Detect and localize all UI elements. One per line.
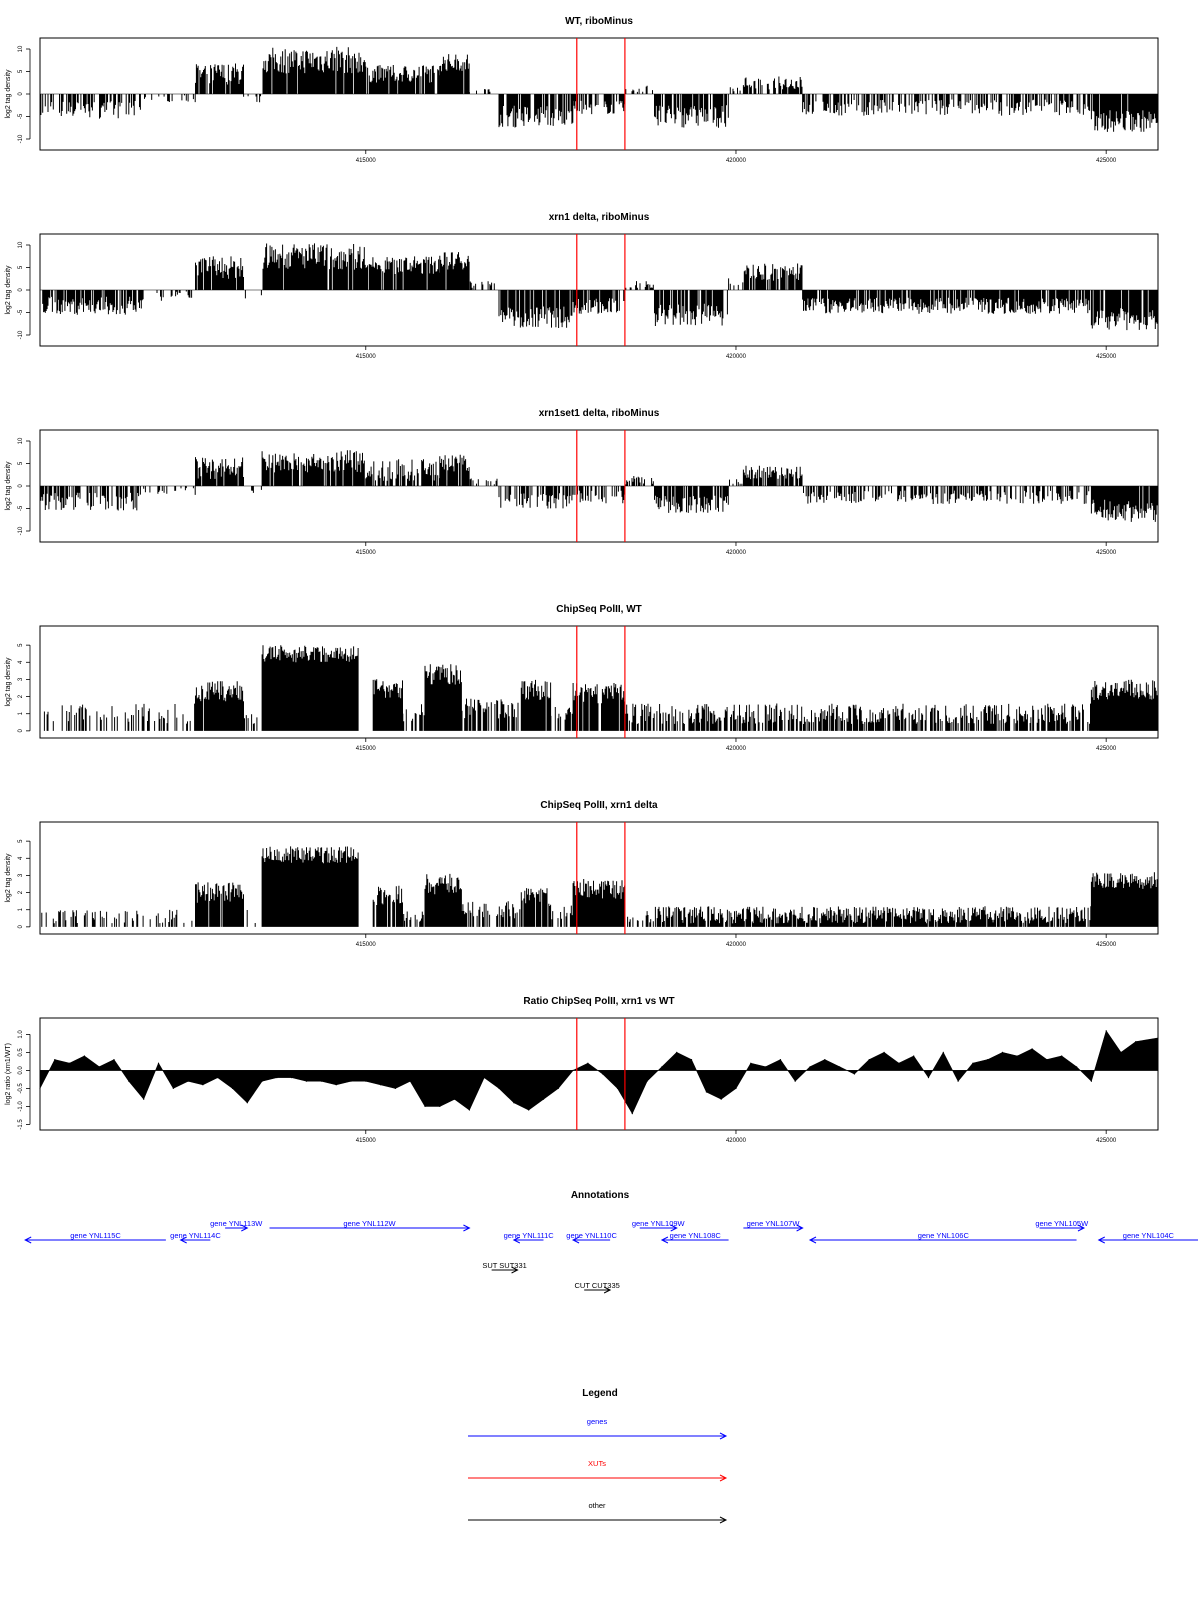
chart-title: ChipSeq PolII, WT: [556, 604, 642, 615]
y-axis-label: log2 tag density: [5, 461, 12, 511]
ratio-point: [410, 1081, 411, 1082]
ratio-point: [1061, 1055, 1062, 1056]
y-axis: [18, 643, 30, 733]
ratio-point: [1120, 1052, 1121, 1053]
y-tick-label: 4: [18, 856, 24, 860]
x-tick-label: 415000: [355, 746, 376, 752]
ratio-point: [1091, 1081, 1092, 1082]
ratio-point: [69, 1063, 70, 1064]
ratio-point: [380, 1084, 381, 1085]
legend-label: other: [588, 1501, 606, 1510]
feature-label: gene YNL112W: [343, 1219, 396, 1228]
ratio-point: [39, 1088, 40, 1089]
y-tick-label: -5: [18, 309, 24, 316]
bar-marks: [40, 243, 1157, 330]
ratio-point: [469, 1109, 470, 1110]
feature-label: gene YNL115C: [70, 1231, 121, 1240]
y-axis-label: log2 tag density: [5, 69, 12, 119]
ratio-point: [454, 1099, 455, 1100]
feature-label: gene YNL111C: [503, 1231, 554, 1240]
chart-panel: [5, 16, 1158, 164]
y-tick-label: -10: [18, 330, 24, 340]
x-axis: [356, 934, 1117, 948]
feature-label: gene YNL107W: [746, 1219, 800, 1228]
ratio-point: [1076, 1066, 1077, 1067]
ratio-point: [173, 1088, 174, 1089]
feature-label: gene YNL110C: [566, 1231, 617, 1240]
ratio-point: [232, 1088, 233, 1089]
annotation-feature: [482, 1261, 526, 1273]
ratio-point: [513, 1102, 514, 1103]
bar-marks: [40, 47, 1157, 132]
y-tick-label: 10: [18, 241, 24, 249]
ratio-point: [676, 1052, 677, 1053]
ratio-point: [647, 1081, 648, 1082]
ratio-point: [1017, 1055, 1018, 1056]
annotation-feature: [662, 1231, 729, 1243]
ratio-point: [188, 1081, 189, 1082]
ratio-point: [809, 1066, 810, 1067]
y-tick-label: 5: [18, 265, 24, 270]
x-tick-label: 415000: [355, 158, 376, 164]
x-tick-label: 420000: [725, 746, 746, 752]
ratio-point: [498, 1088, 499, 1089]
x-tick-label: 415000: [355, 354, 376, 360]
legend-title: Legend: [582, 1388, 618, 1399]
chart-panel: [5, 800, 1158, 948]
chart-title: ChipSeq PolII, xrn1 delta: [540, 800, 658, 811]
feature-label: gene YNL113W: [210, 1219, 263, 1228]
ratio-point: [721, 1099, 722, 1100]
y-axis: [18, 241, 30, 339]
ratio-point: [128, 1081, 129, 1082]
ratio-point: [113, 1059, 114, 1060]
y-tick-label: -10: [18, 134, 24, 144]
chart-title: WT, riboMinus: [565, 16, 633, 27]
annotations-title: Annotations: [570, 1190, 630, 1201]
ratio-point: [1157, 1037, 1158, 1038]
ratio-point: [217, 1077, 218, 1078]
ratio-point: [958, 1081, 959, 1082]
y-tick-label: 0: [18, 288, 24, 292]
y-tick-label: 0: [18, 484, 24, 488]
x-tick-label: 420000: [725, 1138, 746, 1144]
y-tick-label: 1: [18, 908, 24, 912]
y-tick-label: 4: [18, 660, 24, 664]
ratio-point: [247, 1102, 248, 1103]
ratio-point: [661, 1066, 662, 1067]
annotation-feature: [270, 1219, 470, 1231]
legend-item: [468, 1459, 726, 1481]
y-axis-label: log2 tag density: [5, 853, 12, 903]
ratio-point: [1032, 1048, 1033, 1049]
legend-item: [468, 1501, 726, 1523]
data-series: [40, 243, 1157, 330]
legend-item: [468, 1417, 726, 1439]
annotation-feature: [1099, 1231, 1198, 1243]
chart-title: Ratio ChipSeq PolII, xrn1 vs WT: [523, 996, 675, 1007]
ratio-point: [943, 1052, 944, 1053]
y-tick-label: 0: [18, 729, 24, 733]
feature-label: SUT SUT331: [482, 1261, 527, 1270]
ratio-point: [854, 1073, 855, 1074]
feature-label: CUT CUT335: [574, 1281, 620, 1290]
ratio-point: [306, 1081, 307, 1082]
data-series: [42, 846, 1157, 927]
data-series: [39, 1030, 1158, 1114]
annotation-feature: [504, 1231, 555, 1243]
annotation-feature: [210, 1219, 263, 1231]
annotation-feature: [575, 1281, 620, 1293]
x-axis: [356, 738, 1117, 752]
ratio-point: [1106, 1030, 1107, 1031]
x-tick-label: 420000: [725, 354, 746, 360]
ratio-point: [291, 1077, 292, 1078]
y-tick-label: 1: [18, 712, 24, 716]
x-tick-label: 425000: [1096, 354, 1117, 360]
y-tick-label: 0.0: [18, 1066, 24, 1075]
y-tick-label: 2: [18, 890, 24, 895]
y-tick-label: -0.5: [18, 1083, 24, 1094]
y-axis-label: log2 ratio (xrn1/WT): [5, 1043, 12, 1105]
x-tick-label: 425000: [1096, 1138, 1117, 1144]
feature-label: gene YNL114C: [170, 1231, 221, 1240]
chart-panel: [5, 996, 1159, 1144]
ratio-point: [928, 1077, 929, 1078]
ratio-point: [795, 1081, 796, 1082]
annotations-panel: [25, 1190, 1198, 1293]
bar-marks: [42, 846, 1157, 927]
y-tick-label: 5: [18, 69, 24, 74]
y-tick-label: -1.5: [18, 1119, 24, 1130]
y-tick-label: 0: [18, 92, 24, 96]
ratio-point: [54, 1059, 55, 1060]
ratio-point: [1135, 1041, 1136, 1042]
ratio-point: [365, 1081, 366, 1082]
y-tick-label: -1.0: [18, 1101, 24, 1112]
ratio-point: [587, 1063, 588, 1064]
x-axis: [356, 346, 1117, 360]
chart-title: xrn1 delta, riboMinus: [548, 212, 650, 223]
x-axis: [356, 542, 1117, 556]
ratio-point: [573, 1070, 574, 1071]
chart-panel: [5, 212, 1158, 360]
ratio-point: [884, 1052, 885, 1053]
annotation-feature: [632, 1219, 686, 1231]
x-axis: [356, 150, 1117, 164]
chart-title: xrn1set1 delta, riboMinus: [538, 408, 660, 419]
x-tick-label: 415000: [355, 550, 376, 556]
ratio-point: [987, 1059, 988, 1060]
x-tick-label: 420000: [725, 942, 746, 948]
y-axis-label: log2 tag density: [5, 657, 12, 707]
x-tick-label: 415000: [355, 1138, 376, 1144]
x-tick-label: 425000: [1096, 746, 1117, 752]
ratio-point: [750, 1063, 751, 1064]
ratio-point: [84, 1055, 85, 1056]
annotation-feature: [743, 1219, 802, 1231]
ratio-point: [869, 1059, 870, 1060]
ratio-point: [706, 1091, 707, 1092]
y-axis: [18, 45, 30, 143]
ratio-point: [143, 1099, 144, 1100]
ratio-point: [202, 1084, 203, 1085]
feature-label: gene YNL105W: [1035, 1219, 1089, 1228]
ratio-point: [528, 1109, 529, 1110]
ratio-point: [336, 1084, 337, 1085]
y-tick-label: 5: [18, 461, 24, 466]
y-tick-label: 2: [18, 694, 24, 699]
ratio-point: [99, 1066, 100, 1067]
ratio-point: [439, 1106, 440, 1107]
ratio-point: [158, 1063, 159, 1064]
ratio-point: [484, 1077, 485, 1078]
x-tick-label: 425000: [1096, 550, 1117, 556]
bar-marks: [44, 645, 1157, 731]
ratio-point: [558, 1088, 559, 1089]
x-tick-label: 425000: [1096, 158, 1117, 164]
data-series: [40, 47, 1157, 132]
ratio-point: [350, 1081, 351, 1082]
x-tick-label: 420000: [725, 550, 746, 556]
y-tick-label: 0: [18, 925, 24, 929]
ratio-point: [1002, 1052, 1003, 1053]
ratio-point: [617, 1088, 618, 1089]
ratio-point: [262, 1081, 263, 1082]
data-series: [44, 645, 1157, 731]
y-tick-label: 3: [18, 677, 24, 682]
y-axis: [18, 437, 30, 535]
ratio-point: [824, 1059, 825, 1060]
legend-label: genes: [586, 1417, 608, 1426]
x-tick-label: 425000: [1096, 942, 1117, 948]
ratio-point: [765, 1066, 766, 1067]
y-tick-label: -5: [18, 505, 24, 512]
y-tick-label: -5: [18, 113, 24, 120]
y-tick-label: 0.5: [18, 1048, 24, 1057]
x-tick-label: 415000: [355, 942, 376, 948]
ratio-point: [913, 1055, 914, 1056]
ratio-point: [839, 1066, 840, 1067]
feature-label: gene YNL109W: [631, 1219, 685, 1228]
ratio-area: [40, 1031, 1158, 1114]
y-tick-label: 10: [18, 437, 24, 445]
annotation-feature: [566, 1231, 617, 1243]
y-tick-label: -10: [18, 526, 24, 536]
y-tick-label: 1.0: [18, 1030, 24, 1039]
feature-label: gene YNL108C: [669, 1231, 721, 1240]
ratio-point: [1046, 1059, 1047, 1060]
x-axis: [356, 1130, 1117, 1144]
annotation-feature: [810, 1231, 1077, 1243]
ratio-point: [780, 1059, 781, 1060]
annotation-feature: [170, 1231, 221, 1243]
y-axis: [18, 1030, 30, 1130]
ratio-point: [276, 1077, 277, 1078]
ratio-point: [543, 1099, 544, 1100]
x-tick-label: 420000: [725, 158, 746, 164]
feature-label: gene YNL104C: [1122, 1231, 1174, 1240]
y-tick-label: 5: [18, 839, 24, 843]
ratio-point: [424, 1106, 425, 1107]
ratio-point: [972, 1063, 973, 1064]
legend: [468, 1388, 726, 1523]
ratio-point: [691, 1059, 692, 1060]
chart-panel: [5, 604, 1158, 752]
y-tick-label: 3: [18, 873, 24, 878]
feature-label: gene YNL106C: [917, 1231, 969, 1240]
y-tick-label: 5: [18, 643, 24, 647]
annotation-feature: [1035, 1219, 1089, 1231]
y-tick-label: 10: [18, 45, 24, 53]
legend-label: XUTs: [588, 1459, 606, 1468]
ratio-point: [602, 1073, 603, 1074]
ratio-point: [898, 1063, 899, 1064]
ratio-point: [321, 1081, 322, 1082]
y-axis: [18, 839, 30, 929]
ratio-point: [632, 1113, 633, 1114]
chart-panel: [5, 408, 1158, 556]
annotation-feature: [25, 1231, 166, 1243]
ratio-point: [735, 1088, 736, 1089]
y-axis-label: log2 tag density: [5, 265, 12, 315]
ratio-point: [395, 1088, 396, 1089]
